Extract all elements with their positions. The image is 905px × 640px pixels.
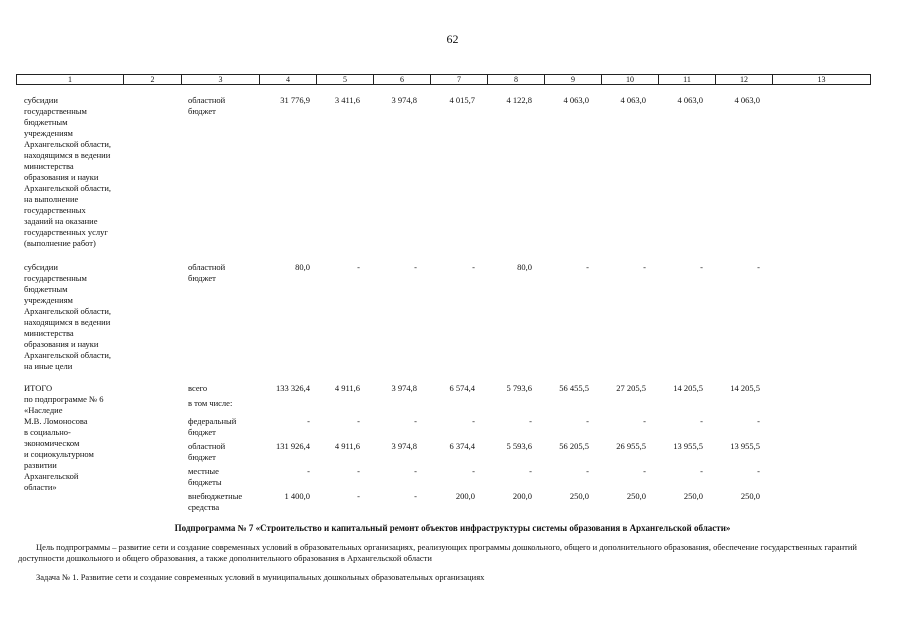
column-header-3: 3: [182, 75, 260, 85]
row-label: субсидии государственным бюджетным учреждениям Архангельской области, находящимся в ведении министерства образования и науки Архангельской области, на выполнение государственных заданий на оказание государственных услуг (выполнение работ): [24, 95, 112, 248]
value-cell: -: [643, 466, 646, 476]
value-cell: 250,0: [626, 491, 646, 501]
value-cell: -: [757, 416, 760, 426]
column-header-4: 4: [260, 75, 317, 85]
value-cell: 250,0: [740, 491, 760, 501]
value-cell: -: [357, 466, 360, 476]
value-cell: 6 574,4: [449, 383, 475, 393]
value-cell: 200,0: [455, 491, 475, 501]
column-header-11: 11: [659, 75, 716, 85]
page-number: 62: [446, 32, 459, 46]
value-cell: 31 776,9: [280, 95, 310, 105]
column-header-8: 8: [488, 75, 545, 85]
value-cell: -: [700, 416, 703, 426]
goal-paragraph: Цель подпрограммы – развитие сети и создание современных условий в образовательных организациях, реализующих программы дошкольного, общего и дополнительного образования, обеспечение государственных гарантий доступности дошкольного и общего образования, а также дополнительного образования в Архангельской области: [18, 542, 857, 563]
value-cell: 250,0: [683, 491, 703, 501]
column-header-12: 12: [716, 75, 773, 85]
value-cell: -: [586, 262, 589, 272]
column-header-row: [17, 75, 871, 85]
value-cell: -: [357, 491, 360, 501]
value-cell: 4 063,0: [620, 95, 646, 105]
value-cell: 3 974,8: [391, 95, 417, 105]
column-header-7: 7: [431, 75, 488, 85]
value-cell: -: [414, 466, 417, 476]
value-cell: -: [643, 262, 646, 272]
value-cell: 4 015,7: [449, 95, 475, 105]
funding-source: местные бюджеты: [188, 466, 222, 487]
column-header-5: 5: [317, 75, 374, 85]
column-header-9: 9: [545, 75, 602, 85]
column-header-1: 1: [17, 75, 124, 85]
value-cell: -: [700, 466, 703, 476]
value-cell: -: [357, 416, 360, 426]
funding-source: областной бюджет: [188, 441, 226, 462]
row-label: субсидии государственным бюджетным учреждениям Архангельской области, находящимся в ведении министерства образования и науки Архангельской области, на иные цели: [24, 262, 112, 371]
value-cell: 4 911,6: [334, 441, 360, 451]
value-cell: 80,0: [295, 262, 310, 272]
funding-source: всего: [188, 383, 208, 393]
task-paragraph: Задача № 1. Развитие сети и создание современных условий в муниципальных дошкольных образовательных организациях: [36, 572, 485, 582]
value-cell: 13 955,5: [673, 441, 703, 451]
value-cell: 14 205,5: [673, 383, 703, 393]
column-header-13: 13: [773, 75, 871, 85]
value-cell: -: [414, 262, 417, 272]
value-cell: 56 205,5: [559, 441, 589, 451]
value-cell: -: [529, 416, 532, 426]
value-cell: 250,0: [569, 491, 589, 501]
value-cell: 5 793,6: [506, 383, 532, 393]
value-cell: -: [307, 466, 310, 476]
value-cell: 27 205,5: [616, 383, 646, 393]
value-cell: 4 122,8: [506, 95, 532, 105]
value-cell: 200,0: [512, 491, 532, 501]
value-cell: 80,0: [517, 262, 532, 272]
column-header-10: 10: [602, 75, 659, 85]
value-cell: 56 455,5: [559, 383, 589, 393]
value-cell: 3 974,8: [391, 383, 417, 393]
value-cell: 3 411,6: [334, 95, 360, 105]
value-cell: 133 326,4: [276, 383, 310, 393]
value-cell: -: [472, 262, 475, 272]
value-cell: 1 400,0: [284, 491, 310, 501]
value-cell: -: [472, 416, 475, 426]
value-cell: -: [472, 466, 475, 476]
funding-source: областной бюджет: [188, 95, 226, 116]
value-cell: -: [643, 416, 646, 426]
value-cell: 4 911,6: [334, 383, 360, 393]
value-cell: 131 926,4: [276, 441, 310, 451]
value-cell: 5 593,6: [506, 441, 532, 451]
value-cell: -: [414, 416, 417, 426]
column-header-2: 2: [124, 75, 182, 85]
value-cell: 4 063,0: [734, 95, 760, 105]
value-cell: -: [586, 466, 589, 476]
value-cell: -: [357, 262, 360, 272]
column-header-table: [16, 74, 871, 85]
value-cell: 3 974,8: [391, 441, 417, 451]
column-header-6: 6: [374, 75, 431, 85]
value-cell: -: [700, 262, 703, 272]
value-cell: -: [586, 416, 589, 426]
value-cell: 4 063,0: [677, 95, 703, 105]
value-cell: 13 955,5: [730, 441, 760, 451]
row-label: ИТОГО по подпрограмме № 6 «Наследие М.В. Ломоносова в социально- экономическом и социокультурном развитии Архангельской области»: [24, 383, 104, 492]
value-cell: -: [757, 262, 760, 272]
value-cell: -: [529, 466, 532, 476]
value-cell: 4 063,0: [563, 95, 589, 105]
funding-source: федеральный бюджет: [188, 416, 237, 437]
funding-source: внебюджетные средства: [188, 491, 243, 512]
subprogram-heading: Подпрограмма № 7 «Строительство и капитальный ремонт объектов инфраструктуры системы образования в Архангельской области»: [174, 523, 731, 533]
value-cell: -: [414, 491, 417, 501]
value-cell: -: [307, 416, 310, 426]
funding-source: в том числе:: [188, 398, 233, 408]
value-cell: 26 955,5: [616, 441, 646, 451]
value-cell: 14 205,5: [730, 383, 760, 393]
funding-source: областной бюджет: [188, 262, 226, 283]
value-cell: -: [757, 466, 760, 476]
value-cell: 6 374,4: [449, 441, 475, 451]
